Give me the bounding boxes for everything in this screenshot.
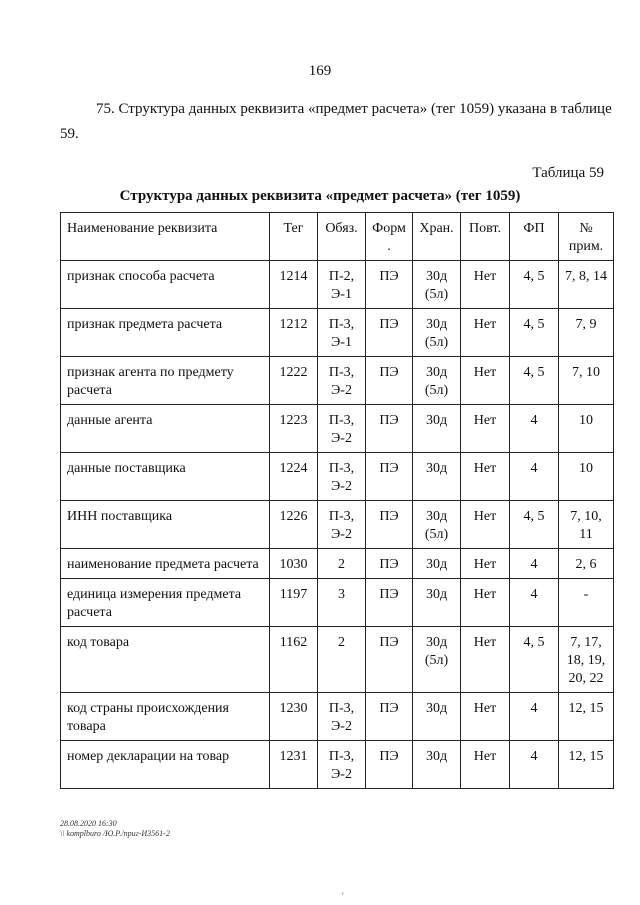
- header-name: Наименование реквизита: [61, 213, 270, 261]
- cell-obyaz: 2: [318, 627, 366, 693]
- table-row: [61, 549, 614, 579]
- cell-prim: 2, 6: [559, 549, 614, 579]
- header-hran: Хран.: [413, 213, 461, 261]
- cell-form: ПЭ: [366, 501, 413, 549]
- cell-hran: 30д (5л): [413, 261, 461, 309]
- cell-form: ПЭ: [366, 453, 413, 501]
- cell-obyaz: П-3, Э-2: [318, 453, 366, 501]
- cell-prim: 10: [559, 405, 614, 453]
- cell-povt: Нет: [461, 261, 510, 309]
- cell-obyaz: П-3, Э-1: [318, 309, 366, 357]
- table-title: Структура данных реквизита «предмет расчета» (тег 1059): [119, 188, 521, 204]
- cell-hran: 30д (5л): [413, 627, 461, 693]
- page-number: 169: [308, 63, 332, 79]
- cell-tag: 1162: [270, 627, 318, 693]
- header-fp: ФП: [510, 213, 559, 261]
- cell-hran: 30д: [413, 405, 461, 453]
- cell-tag: 1212: [270, 309, 318, 357]
- cell-obyaz: П-3, Э-2: [318, 357, 366, 405]
- cell-form: ПЭ: [366, 405, 413, 453]
- cell-fp: 4: [510, 405, 559, 453]
- cell-prim: 7, 9: [559, 309, 614, 357]
- table-header-row: [61, 213, 614, 261]
- table-label: Таблица 59: [532, 165, 604, 181]
- cell-povt: Нет: [461, 501, 510, 549]
- cell-tag: 1230: [270, 693, 318, 741]
- cell-name: признак предмета расчета: [61, 309, 270, 357]
- cell-hran: 30д: [413, 741, 461, 789]
- cell-form: ПЭ: [366, 579, 413, 627]
- cell-tag: 1223: [270, 405, 318, 453]
- cell-obyaz: П-2, Э-1: [318, 261, 366, 309]
- cell-form: ПЭ: [366, 627, 413, 693]
- cell-fp: 4, 5: [510, 627, 559, 693]
- cell-hran: 30д: [413, 549, 461, 579]
- table-row: [61, 741, 614, 789]
- cell-fp: 4, 5: [510, 309, 559, 357]
- cell-name: единица измерения предмета расчета: [61, 579, 270, 627]
- cell-obyaz: П-3, Э-2: [318, 501, 366, 549]
- cell-tag: 1030: [270, 549, 318, 579]
- cell-povt: Нет: [461, 405, 510, 453]
- intro-paragraph-line-1: 75. Структура данных реквизита «предмет расчета» (тег 1059) указана в таблице: [96, 101, 612, 117]
- cell-fp: 4, 5: [510, 501, 559, 549]
- cell-povt: Нет: [461, 693, 510, 741]
- cell-prim: 7, 17, 18, 19, 20, 22: [559, 627, 614, 693]
- cell-obyaz: П-3, Э-2: [318, 693, 366, 741]
- footer-timestamp: 28.08.2020 16:30: [60, 819, 117, 828]
- cell-form: ПЭ: [366, 741, 413, 789]
- cell-povt: Нет: [461, 453, 510, 501]
- cell-name: код товара: [61, 627, 270, 693]
- cell-fp: 4: [510, 579, 559, 627]
- cell-obyaz: 3: [318, 579, 366, 627]
- cell-tag: 1197: [270, 579, 318, 627]
- table-row: [61, 693, 614, 741]
- cell-name: признак способа расчета: [61, 261, 270, 309]
- cell-tag: 1222: [270, 357, 318, 405]
- cell-prim: 7, 10, 11: [559, 501, 614, 549]
- cell-name: данные поставщика: [61, 453, 270, 501]
- cell-tag: 1214: [270, 261, 318, 309]
- cell-prim: -: [559, 579, 614, 627]
- table-row: [61, 405, 614, 453]
- cell-tag: 1231: [270, 741, 318, 789]
- cell-hran: 30д: [413, 453, 461, 501]
- cell-form: ПЭ: [366, 309, 413, 357]
- cell-tag: 1224: [270, 453, 318, 501]
- cell-form: ПЭ: [366, 693, 413, 741]
- cell-name: данные агента: [61, 405, 270, 453]
- intro-paragraph-line-2: 59.: [60, 126, 79, 142]
- cell-form: ПЭ: [366, 261, 413, 309]
- header-prim: № прим.: [559, 213, 614, 261]
- cell-name: наименование предмета расчета: [61, 549, 270, 579]
- cell-tag: 1226: [270, 501, 318, 549]
- cell-obyaz: 2: [318, 549, 366, 579]
- cell-povt: Нет: [461, 627, 510, 693]
- cell-hran: 30д (5л): [413, 501, 461, 549]
- cell-hran: 30д (5л): [413, 357, 461, 405]
- cell-povt: Нет: [461, 579, 510, 627]
- cell-fp: 4: [510, 693, 559, 741]
- table-row: [61, 627, 614, 693]
- cell-name: номер декларации на товар: [61, 741, 270, 789]
- cell-name: код страны происхождения товара: [61, 693, 270, 741]
- cell-povt: Нет: [461, 309, 510, 357]
- cell-obyaz: П-3, Э-2: [318, 405, 366, 453]
- cell-prim: 12, 15: [559, 741, 614, 789]
- cell-prim: 12, 15: [559, 693, 614, 741]
- requisite-table: [60, 212, 614, 789]
- table-row: [61, 261, 614, 309]
- cell-form: ПЭ: [366, 357, 413, 405]
- cell-fp: 4, 5: [510, 261, 559, 309]
- cell-povt: Нет: [461, 549, 510, 579]
- cell-hran: 30д: [413, 579, 461, 627]
- cell-povt: Нет: [461, 741, 510, 789]
- table-row: [61, 579, 614, 627]
- header-tag: Тег: [270, 213, 318, 261]
- page-mark: ': [342, 891, 344, 901]
- cell-hran: 30д: [413, 693, 461, 741]
- cell-obyaz: П-3, Э-2: [318, 741, 366, 789]
- table-row: [61, 501, 614, 549]
- header-form: Форм .: [366, 213, 413, 261]
- table-row: [61, 453, 614, 501]
- table-row: [61, 309, 614, 357]
- cell-prim: 10: [559, 453, 614, 501]
- cell-name: признак агента по предмету расчета: [61, 357, 270, 405]
- table-row: [61, 357, 614, 405]
- header-povt: Повт.: [461, 213, 510, 261]
- cell-name: ИНН поставщика: [61, 501, 270, 549]
- cell-prim: 7, 8, 14: [559, 261, 614, 309]
- cell-fp: 4: [510, 741, 559, 789]
- cell-povt: Нет: [461, 357, 510, 405]
- cell-fp: 4: [510, 453, 559, 501]
- header-obyaz: Обяз.: [318, 213, 366, 261]
- cell-prim: 7, 10: [559, 357, 614, 405]
- cell-hran: 30д (5л): [413, 309, 461, 357]
- cell-fp: 4, 5: [510, 357, 559, 405]
- cell-form: ПЭ: [366, 549, 413, 579]
- footer-file-path: \\ komplburo /Ю.Р./приг-И3561-2: [60, 829, 170, 838]
- cell-fp: 4: [510, 549, 559, 579]
